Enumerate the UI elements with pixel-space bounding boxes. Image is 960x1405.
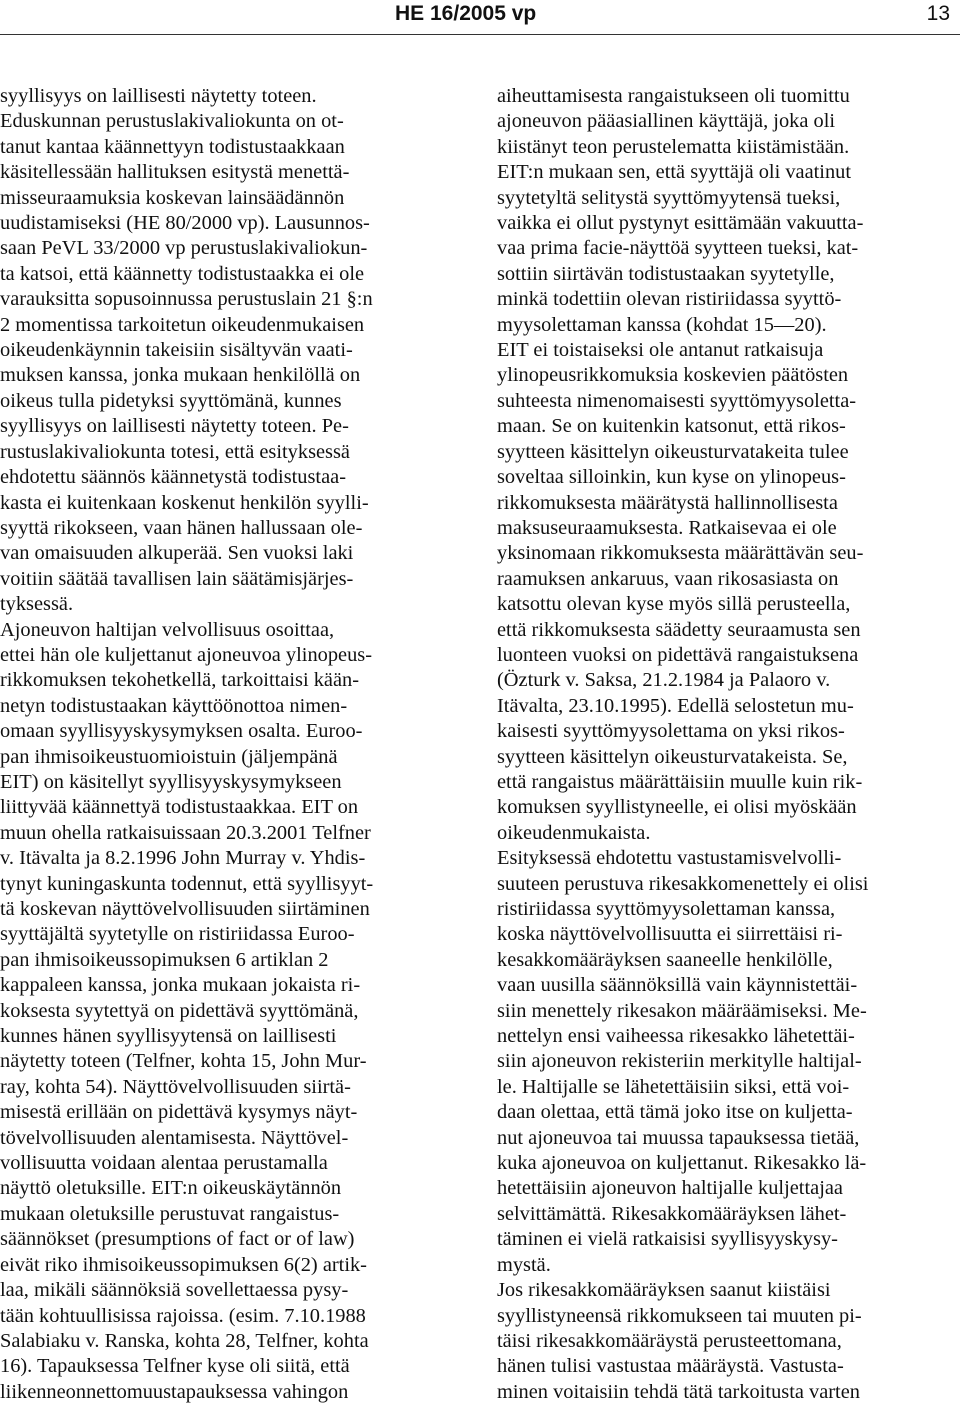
- document-id: HE 16/2005 vp: [395, 2, 537, 25]
- page-header: [0, 0, 960, 36]
- paragraph: Jos rikesakkomääräyksen saanut kiistäisi syyllistyneensä rikkomukseen tai muuten pi- täisi rikesakkomääräystä perusteettomana, hänen tulisi vastustaa määräystä. Vastusta- minen voitaisiin tehdä tätä tarkoitusta varten: [497, 1279, 862, 1403]
- left-column: [0, 84, 463, 1405]
- paragraph: syyllisyys on laillisesti näytetty toteen. Eduskunnan perustuslakivaliokunta on ot- tanut kantaa käännettyyn todistustaakkaan käsitellessään hallituksen esitystä menettä- misseuraamuksia koskevan lainsäädännön uudistamiseksi (HE 80/2000 vp). Lausunnos- saan PeVL 33/2000 vp perustuslakivaliokun- ta katsoi, että käännetty todistustaakka ei ole varauksitta sopusoinnussa perustuslain 21 §:n 2 momentissa tarkoitetun oikeudenmukaisen oikeudenkäynnin takeisiin sisältyvän vaati- muksen kanssa, jonka mukaan henkilöllä on oikeus tulla pidetyksi syyttömänä, kunnes syyllisyys on laillisesti näytetty toteen. Pe- rustuslakivaliokunta totesi, että esityksessä ehdotettu säännös käännetystä todistustaa- kasta ei kuitenkaan koskenut henkilön syylli- syyttä rikokseen, vaan hänen hallussaan ole- van omaisuuden alkuperää. Sen vuoksi laki voitiin säätää tavallisen lain säätämisjärjes- tyksessä.: [0, 85, 373, 616]
- paragraph: Esityksessä ehdotettu vastustamisvelvolli- suuteen perustuva rikesakkomenettely ei olisi ristiriidassa syyttömyysolettaman kanssa, koska näyttövelvollisuutta ei siirrettäisi ri- kesakkomääräyksen saaneelle henkilölle, vaan uusilla säännöksillä vain käynnistettäi- siin menettely rikesakon määräämiseksi. Me- nettelyn ensi vaiheessa rikesakko lähetettäi- siin ajoneuvon rekisteriin merkitylle haltijal- le. Haltijalle se lähetettäisiin siksi, että voi- daan olettaa, että tämä joko itse on kuljetta- nut ajoneuvoa tai muussa tapauksessa tietää, kuka ajoneuvoa on kuljettanut. Rikesakko lä- hetettäisiin ajoneuvon haltijalle kuljettajaa selvittämättä. Rikesakkomääräyksen lähet- täminen ei vielä ratkaisisi syyllisyyskysy- mystä.: [497, 847, 869, 1276]
- right-column: [497, 84, 960, 1405]
- paragraph: Ajoneuvon haltijan velvollisuus osoittaa, ettei hän ole kuljettanut ajoneuvoa ylinopeus- rikkomuksen tekohetkellä, tarkoittaisi kään- netyn todistustaakan käyttöönottoa nimen- omaan syyllisyyskysymyksen osalta. Euroo- pan ihmisoikeustuomioistuin (jäljempänä EIT) on käsitellyt syyllisyyskysymykseen liittyvää käännettyä todistustaakkaa. EIT on muun ohella ratkaisuissaan 20.3.2001 Telfner v. Itävalta ja 8.2.1996 John Murray v. Yhdis- tynyt kuningaskunta todennut, että syyllisyyt- tä koskevan näyttövelvollisuuden siirtäminen syyttäjältä syytetylle on ristiriidassa Euroo- pan ihmisoikeussopimuksen 6 artiklan 2 kappaleen kanssa, jonka mukaan jokaista ri- koksesta syytettyä on pidettävä syyttömänä, kunnes hänen syyllisyytensä on laillisesti näytetty toteen (Telfner, kohta 15, John Mur- ray, kohta 54). Näyttövelvollisuuden siirtä- misestä erillään on pidettävä kysymys näyt- tövelvollisuuden alentamisesta. Näyttövel- vollisuutta voidaan alentaa perustamalla näyttö oletuksille. EIT:n oikeuskäytännön mukaan oletuksille perustuvat rangaistus- säännökset (presumptions of fact or of law) eivät riko ihmisoikeussopimuksen 6(2) artik- laa, mikäli säännöksiä sovellettaessa pysy- tään kohtuullisissa rajoissa. (esim. 7.10.1988 Salabiaku v. Ranska, kohta 28, Telfner, kohta 16). Tapauksessa Telfner kyse oli siitä, että liikenneonnettomuustapauksessa vahingon: [0, 618, 374, 1403]
- header-rule: [0, 34, 960, 35]
- paragraph: EIT ei toistaiseksi ole antanut ratkaisuja ylinopeusrikkomuksia koskevien päätösten suhteesta nimenomaisesti syyttömyysoletta- maan. Se on kuitenkin katsonut, että rikos- syytteen käsittelyn oikeusturvatakeita tulee soveltaa silloinkin, kun kyse on ylinopeus- rikkomuksesta määrätystä hallinnollisesta maksuseuraamuksesta. Ratkaisevaa ei ole yksinomaan rikkomuksesta määrättävän seu- raamuksen ankaruus, vaan rikosasiasta on katsottu olevan kyse myös sillä perusteella, että rikkomuksesta säädetty seuraamusta sen luonteen vuoksi on pidettävä rangaistuksena (Özturk v. Saksa, 21.2.1984 ja Palaoro v. Itävalta, 23.10.1995). Edellä selostetun mu- kaisesti syyttömyysolettama on yksi rikos- syytteen käsittelyn oikeusturvatakeista. Se, että rangaistus määrättäisiin muulle kuin rik- komuksen syyllistyneelle, ei olisi myöskään oikeudenmukaista.: [497, 339, 864, 844]
- page-number: 13: [926, 2, 950, 25]
- paragraph: aiheuttamisesta rangaistukseen oli tuomittu ajoneuvon pääasiallinen käyttäjä, joka oli kiistänyt teon perustelematta kiistämistään. EIT:n mukaan sen, että syyttäjä oli vaatinut syytetyltä selitystä syyttömyytensä tueksi, vaikka ei ollut pystynyt esittämään vakuutta- vaa prima facie-näyttöä syytteen tueksi, kat- sottiin siirtävän todistustaakan syytetylle, minkä todettiin olevan ristiriidassa syyttö- myysolettaman kanssa (kohdat 15—20).: [497, 85, 864, 336]
